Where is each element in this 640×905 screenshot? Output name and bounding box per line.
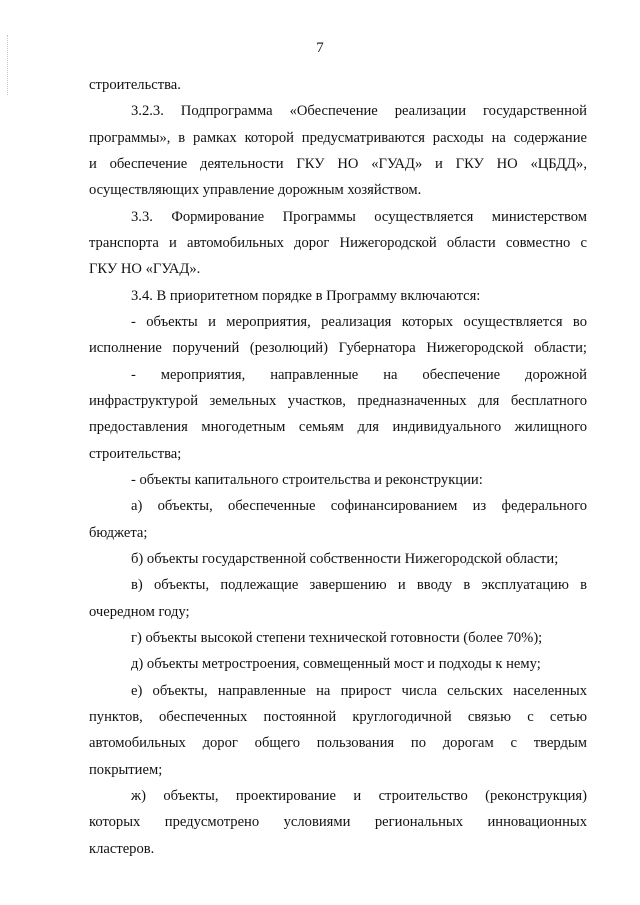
text-line: 3.4. В приоритетном порядке в Программу включаются: (131, 288, 481, 304)
text-line: 3.3. Формирование Программы осуществляется министерством (131, 209, 587, 225)
text-line: бюджета; (89, 525, 148, 541)
text-line: исполнение поручений (резолюций) Губернатора Нижегородской области; (89, 340, 587, 356)
page-number: 7 (316, 40, 324, 56)
text-line: строительства. (89, 77, 181, 93)
text-line: осуществляющих управление дорожным хозяйством. (89, 182, 422, 198)
text-line: покрытием; (89, 762, 163, 778)
text-line: кластеров. (89, 841, 155, 857)
text-line: предоставления многодетным семьям для индивидуального жилищного (89, 419, 587, 435)
text-line: очередном году; (89, 604, 190, 620)
text-line: автомобильных дорог общего пользования по дорогам с твердым (89, 735, 587, 751)
text-line: ГКУ НО «ГУАД». (89, 261, 201, 277)
text-line: пунктов, обеспеченных постоянной круглогодичной связью с сетью (89, 709, 587, 725)
text-line: в) объекты, подлежащие завершению и вводу в эксплуатацию в (131, 577, 587, 593)
text-line: строительства; (89, 446, 182, 462)
text-line: которых предусмотрено условиями региональных инновационных (89, 814, 587, 830)
text-line: 3.2.3. Подпрограмма «Обеспечение реализации государственной (131, 103, 587, 119)
text-line: д) объекты метростроения, совмещенный мост и подходы к нему; (131, 656, 541, 672)
text-line: а) объекты, обеспеченные софинансированием из федерального (131, 498, 587, 514)
text-line: ж) объекты, проектирование и строительство (реконструкция) (131, 788, 587, 804)
text-line: - мероприятия, направленные на обеспечение дорожной (131, 367, 587, 383)
text-line: транспорта и автомобильных дорог Нижегородской области совместно с (89, 235, 587, 251)
text-line: - объекты и мероприятия, реализация которых осуществляется во (131, 314, 587, 330)
text-line: г) объекты высокой степени технической готовности (более 70%); (131, 630, 543, 646)
text-line: программы», в рамках которой предусматриваются расходы на содержание (89, 130, 587, 146)
text-line: б) объекты государственной собственности Нижегородской области; (131, 551, 559, 567)
text-line: инфраструктурой земельных участков, предназначенных для бесплатного (89, 393, 587, 409)
text-line: - объекты капитального строительства и реконструкции: (131, 472, 483, 488)
text-line: и обеспечение деятельности ГКУ НО «ГУАД» и ГКУ НО «ЦБДД», (89, 156, 587, 172)
text-line: е) объекты, направленные на прирост числа сельских населенных (131, 683, 587, 699)
